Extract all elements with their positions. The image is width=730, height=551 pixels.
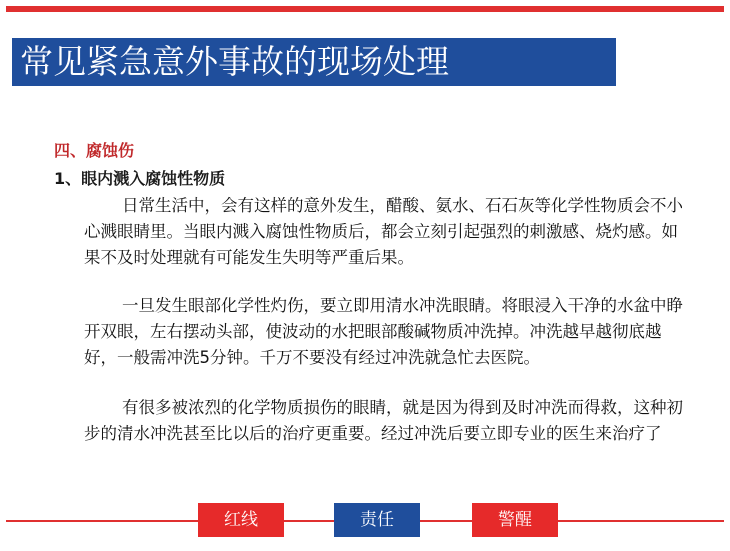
paragraph-2: 一旦发生眼部化学性灼伤，要立即用清水冲洗眼睛。将眼浸入干净的水盆中睁开双眼，左右摆动头部，使波动的水把眼部酸碱物质冲洗掉。冲洗越早越彻底越好，一般需冲洗5分钟。千万不要没有经过冲洗就急忙去医院。: [84, 296, 683, 367]
slide-title: 常见紧急意外事故的现场处理: [12, 38, 616, 86]
paragraph-3: 有很多被浓烈的化学物质损伤的眼睛，就是因为得到及时冲洗而得救，这种初步的清水冲洗甚至比以后的治疗更重要。经过冲洗后要立即专业的医生来治疗了: [84, 398, 683, 443]
section-title: 四、腐蚀伤: [54, 141, 135, 160]
footer-tag-alert: 警醒: [472, 503, 558, 537]
top-red-bar: [6, 6, 724, 12]
footer-tag-red-line: 红线: [198, 503, 284, 537]
footer-tag-responsibility: 责任: [334, 503, 420, 537]
paragraph-1: 日常生活中，会有这样的意外发生，醋酸、氨水、石石灰等化学性物质会不小心溅眼睛里。当眼内溅入腐蚀性物质后，都会立刻引起强烈的刺激感、烧灼感。如果不及时处理就有可能发生失明等严重后果。: [84, 196, 683, 267]
sub-title: 1、眼内溅入腐蚀性物质: [54, 169, 226, 188]
